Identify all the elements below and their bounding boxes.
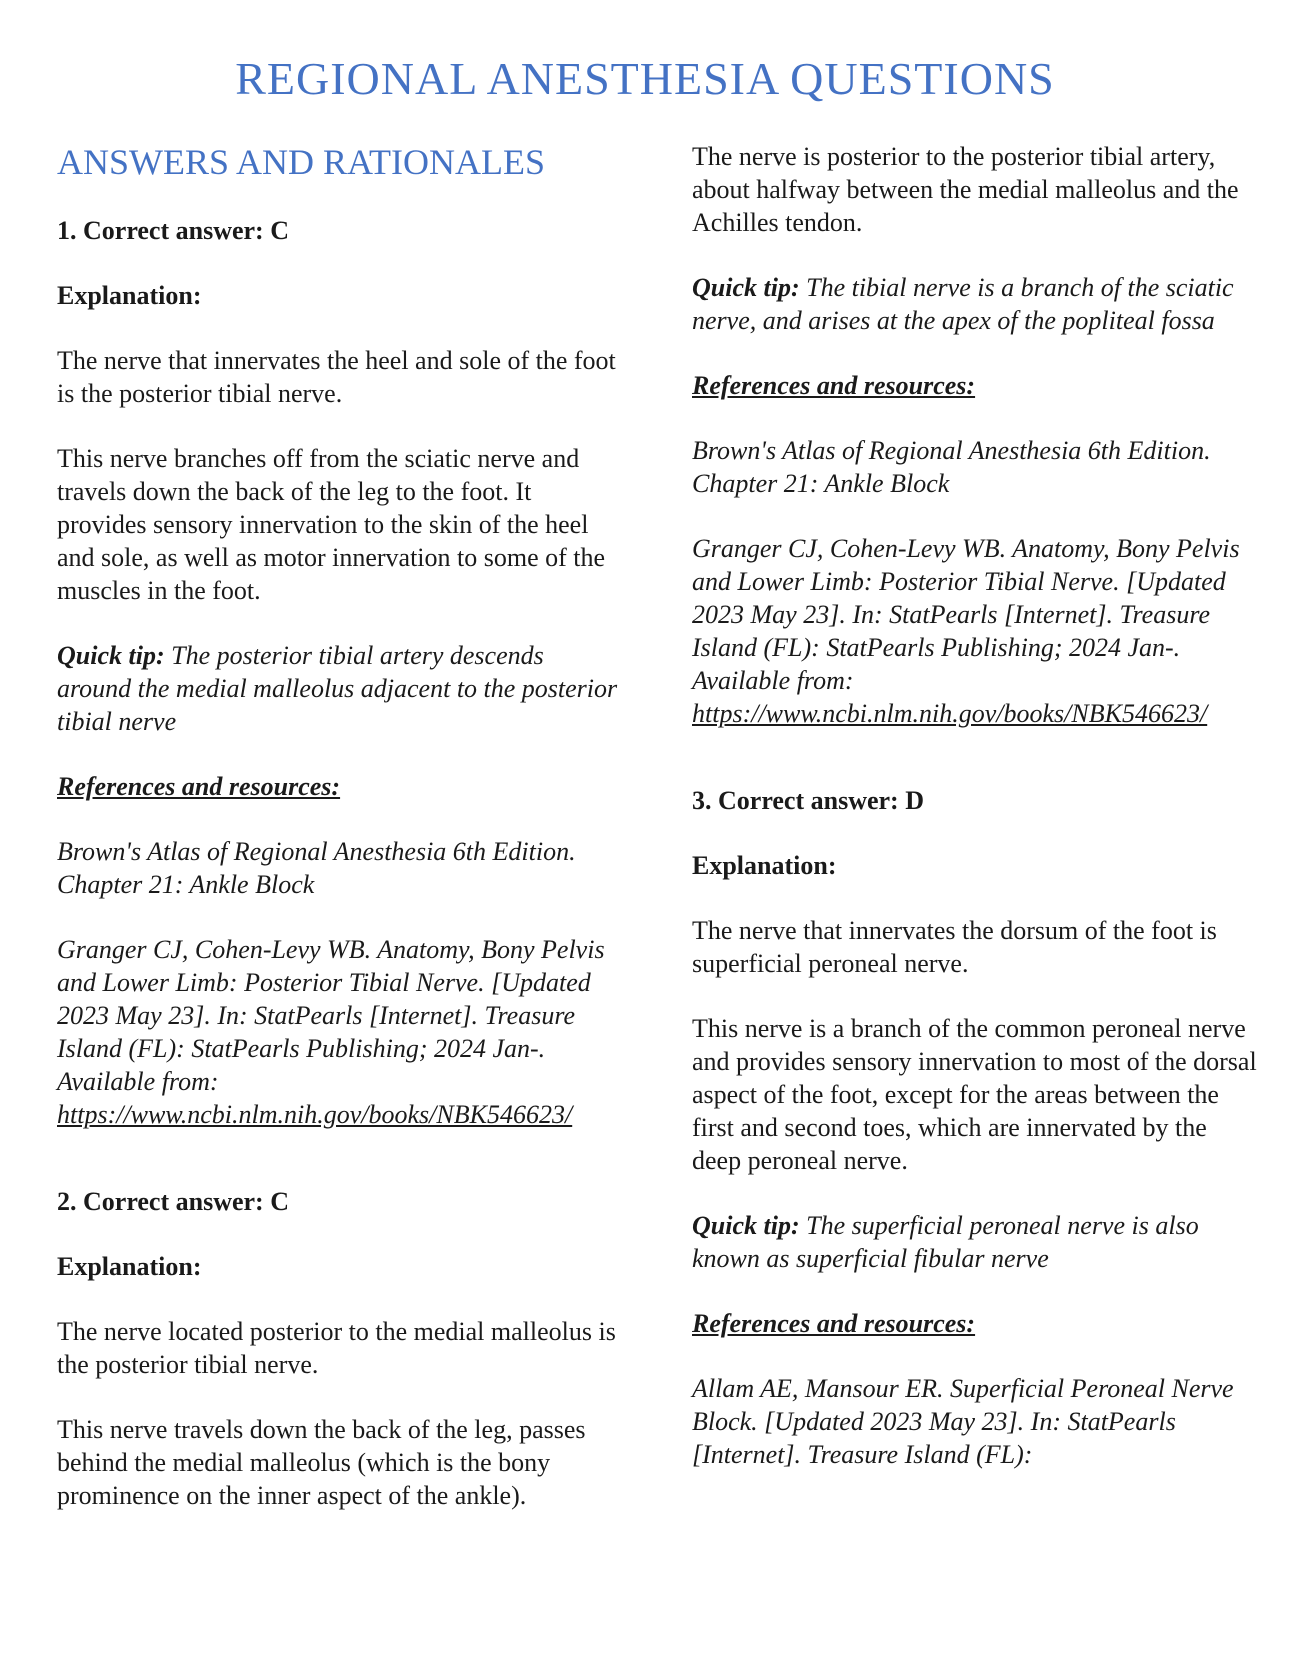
q2-explanation-label: Explanation: (57, 1252, 202, 1281)
section-subtitle: ANSWERS AND RATIONALES (57, 142, 546, 182)
q1-answer: 1. Correct answer: C (57, 216, 289, 245)
left-column (57, 140, 622, 1544)
q2-quick-tip (692, 271, 1262, 337)
q2-paragraph-2: This nerve travels down the back of the leg, passes behind the medial malleolus (which is the bony prominence on the inner aspect of the ankle). (57, 1415, 586, 1510)
q1-explanation-label: Explanation: (57, 281, 202, 310)
q1-tip-text: The posterior tibial artery descends around the medial malleolus adjacent to the posterior tibial nerve (57, 641, 618, 736)
q1-paragraph-1: The nerve that innervates the heel and sole of the foot is the posterior tibial nerve. (57, 346, 616, 408)
q3-answer: 3. Correct answer: D (692, 786, 924, 815)
q1-reference-2-text: Granger CJ, Cohen-Levy WB. Anatomy, Bony Pelvis and Lower Limb: Posterior Tibial Nerve. [Updated 2023 May 23]. In: StatPearls [Internet]. Treasure Island (FL): StatPearls Publishing; 2024 Jan-. Available from: (57, 935, 605, 1096)
q1-reference-1: Brown's Atlas of Regional Anesthesia 6th Edition. Chapter 21: Ankle Block (57, 837, 576, 899)
q2-reference-2-text: Granger CJ, Cohen-Levy WB. Anatomy, Bony Pelvis and Lower Limb: Posterior Tibial Nerve. [Updated 2023 May 23]. In: StatPearls [Internet]. Treasure Island (FL): StatPearls Publishing; 2024 Jan-. Available from: (692, 534, 1240, 695)
q3-paragraph-1: The nerve that innervates the dorsum of the foot is superficial peroneal nerve. (692, 916, 1217, 978)
right-column (692, 140, 1262, 1503)
q3-quick-tip (692, 1209, 1262, 1275)
q2-reference-1: Brown's Atlas of Regional Anesthesia 6th Edition. Chapter 21: Ankle Block (692, 436, 1211, 498)
q1-reference-2 (57, 933, 622, 1131)
q3-explanation-label: Explanation: (692, 851, 837, 880)
q2-answer: 2. Correct answer: C (57, 1187, 289, 1216)
page-title: REGIONAL ANESTHESIA QUESTIONS (235, 53, 1055, 104)
q3-tip-text: The superficial peroneal nerve is also known as superficial fibular nerve (692, 1211, 1199, 1273)
q1-paragraph-2: This nerve branches off from the sciatic nerve and travels down the back of the leg to the foot. It provides sensory innervation to the skin of the heel and sole, as well as motor innervation to some of the muscles in the foot. (57, 444, 606, 605)
q2-references-label: References and resources: (692, 371, 976, 400)
q2-paragraph-1: The nerve located posterior to the medial malleolus is the posterior tibial nerve. (57, 1317, 616, 1379)
q3-paragraph-2: This nerve is a branch of the common peroneal nerve and provides sensory innervation to most of the dorsal aspect of the foot, except for the areas between the first and second toes, which are innervated by the deep peroneal nerve. (692, 1014, 1257, 1175)
q1-references-label: References and resources: (57, 772, 341, 801)
q2-tip-text: The tibial nerve is a branch of the sciatic nerve, and arises at the apex of the popliteal fossa (692, 273, 1234, 335)
q1-tip-label: Quick tip: (57, 641, 165, 670)
q2-paragraph-3: The nerve is posterior to the posterior tibial artery, about halfway between the medial malleolus and the Achilles tendon. (692, 142, 1239, 237)
q3-references-label: References and resources: (692, 1309, 976, 1338)
q3-tip-label: Quick tip: (692, 1211, 800, 1240)
q1-reference-2-link[interactable]: https://www.ncbi.nlm.nih.gov/books/NBK546623/ (57, 1100, 573, 1129)
q1-quick-tip (57, 639, 622, 738)
q2-reference-2 (692, 532, 1262, 730)
q3-reference-1: Allam AE, Mansour ER. Superficial Peroneal Nerve Block. [Updated 2023 May 23]. In: StatPearls [Internet]. Treasure Island (FL): (692, 1374, 1234, 1469)
q2-tip-label: Quick tip: (692, 273, 800, 302)
q2-reference-2-link[interactable]: https://www.ncbi.nlm.nih.gov/books/NBK546623/ (692, 699, 1208, 728)
